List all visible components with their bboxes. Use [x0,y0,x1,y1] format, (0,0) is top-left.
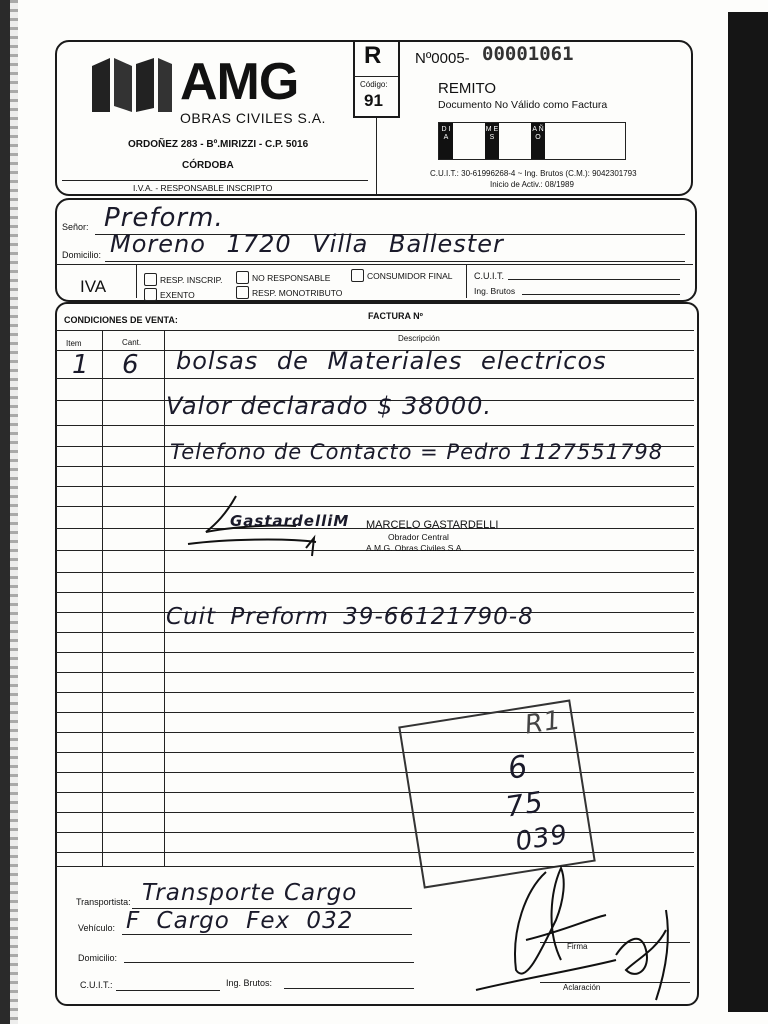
inicio-actividad: Inicio de Activ.: 08/1989 [490,180,574,189]
date-box [438,122,626,160]
company-city: CÓRDOBA [182,160,234,171]
table-row-rule [56,506,694,507]
opt-monotributo [236,286,342,299]
footer-domicilio-rule [124,962,414,963]
signer-company: A.M.G. Obras Civiles S.A. [366,543,464,553]
table-row-rule [56,712,694,713]
opt-no-responsable [236,271,330,284]
condiciones-label: CONDICIONES DE VENTA: [64,315,178,325]
desc-line-3: Telefono de Contacto = Pedro 1127551798 [170,440,664,464]
checkbox-icon [144,273,157,286]
date-dia: D I A [439,123,453,159]
opt-label: NO RESPONSABLE [252,272,331,283]
client-divider [56,264,693,265]
transportista-label: Transportista: [76,897,131,907]
table-row-rule [56,672,694,673]
col-item: Item [66,339,82,348]
opt-label: EXENTO [160,289,195,300]
codigo-label: Código: [360,80,388,89]
footer-cuit-label: C.U.I.T.: [80,980,113,990]
checkbox-icon [144,288,157,301]
senor-value: Preform. [104,203,224,233]
factura-label: FACTURA Nº [368,311,423,321]
number-prefix: Nº0005- [415,50,470,67]
remito-number: 00001061 [482,43,574,65]
desc-line-1: bolsas de Materiales electricos [176,347,607,375]
item-number: 1 [72,350,90,380]
checkbox-icon [236,271,249,284]
col-divider-item [102,330,103,866]
table-row-rule [56,752,694,753]
signer-scribble: GastardelliM [230,512,350,530]
iva-status: I.V.A. - RESPONSABLE INSCRIPTO [133,183,273,193]
stamp-line-2: 75 [503,785,546,824]
table-row-rule [56,692,694,693]
vehiculo-rule [122,934,412,935]
table-row-rule [56,772,694,773]
footer-brutos-label: Ing. Brutos: [226,978,273,988]
domicilio-value: Moreno 1720 Villa Ballester [110,230,504,258]
stamp-line-3: 039 [513,819,571,858]
iva-rule [62,180,368,181]
footer-cuit-rule [116,990,220,991]
company-cuit: C.U.I.T.: 30-61996268-4 ~ Ing. Brutos (C.M.): 9042301793 [430,169,637,178]
client-brutos-rule [522,294,680,295]
table-row-rule [56,852,694,853]
table-row-rule [56,592,694,593]
table-row-rule [56,632,694,633]
opt-resp-inscrip [144,273,223,286]
table-row-rule [56,378,694,379]
company-address: ORDOÑEZ 283 - Bº.MIRIZZI - C.P. 5016 [128,139,309,150]
stamp-top: R1 [522,705,564,741]
client-cuit-rule [508,279,680,280]
scan-edge-noise [10,0,18,1024]
col-divider-cant [164,330,165,866]
table-row-rule [56,652,694,653]
letter-r: R [364,42,382,69]
table-row-rule [56,732,694,733]
opt-exento [144,288,195,301]
table-row-rule [56,792,694,793]
amg-logo-mark [92,56,172,114]
checkbox-icon [351,269,364,282]
col-cant: Cant. [122,338,142,347]
doc-type: REMITO [438,80,497,97]
opt-label: CONSUMIDOR FINAL [367,270,453,281]
receiver-signature [466,860,696,1010]
opt-consumidor-final [351,269,452,282]
table-row-rule [56,832,694,833]
brand-name: AMG [180,53,299,111]
opt-label: RESP. INSCRIP. [160,274,223,285]
col-descripcion: Descripción [398,334,440,343]
scan-edge-right [728,12,768,1012]
firma-label: Firma [567,942,588,951]
domicilio-rule [105,261,685,262]
header-rule-1 [56,330,694,331]
vehiculo-label: Vehículo: [78,923,116,933]
senor-label: Señor: [62,222,89,232]
date-anio: A Ñ O [531,123,545,159]
opt-label: RESP. MONOTRIBUTO [252,287,343,298]
client-cuit-label: C.U.I.T. [474,271,505,281]
signer-role: Obrador Central [388,532,449,542]
table-row-rule [56,572,694,573]
aclaracion-label: Aclaración [563,983,601,992]
desc-line-2: Valor declarado $ 38000. [166,392,493,420]
client-brutos-label: Ing. Brutos [474,286,516,296]
signer-name: MARCELO GASTARDELLI [366,519,499,531]
footer-brutos-rule [284,988,414,989]
transportista-value: Transporte Cargo [142,880,358,906]
stamp-line-1: 6 [505,749,531,787]
footer-domicilio-label: Domicilio: [78,953,118,963]
table-row-rule [56,486,694,487]
doc-note: Documento No Válido como Factura [438,99,608,111]
desc-line-4: Cuit Preform 39-66121790-8 [166,604,534,630]
letter-rule [353,76,398,77]
cuit-divider [466,264,467,298]
brand-subtitle: OBRAS CIVILES S.A. [180,110,326,126]
checkbox-icon [236,286,249,299]
codigo-value: 91 [364,91,383,110]
scan-edge-left [0,0,10,1024]
item-quantity: 6 [122,350,140,380]
iva-divider [136,264,137,298]
table-row-rule [56,425,694,426]
vehiculo-value: F Cargo Fex 032 [126,908,354,934]
table-row-rule [56,812,694,813]
date-mes: M E S [485,123,499,159]
domicilio-label: Domicilio: [62,250,102,260]
table-row-rule [56,466,694,467]
iva-label: IVA [80,277,107,296]
